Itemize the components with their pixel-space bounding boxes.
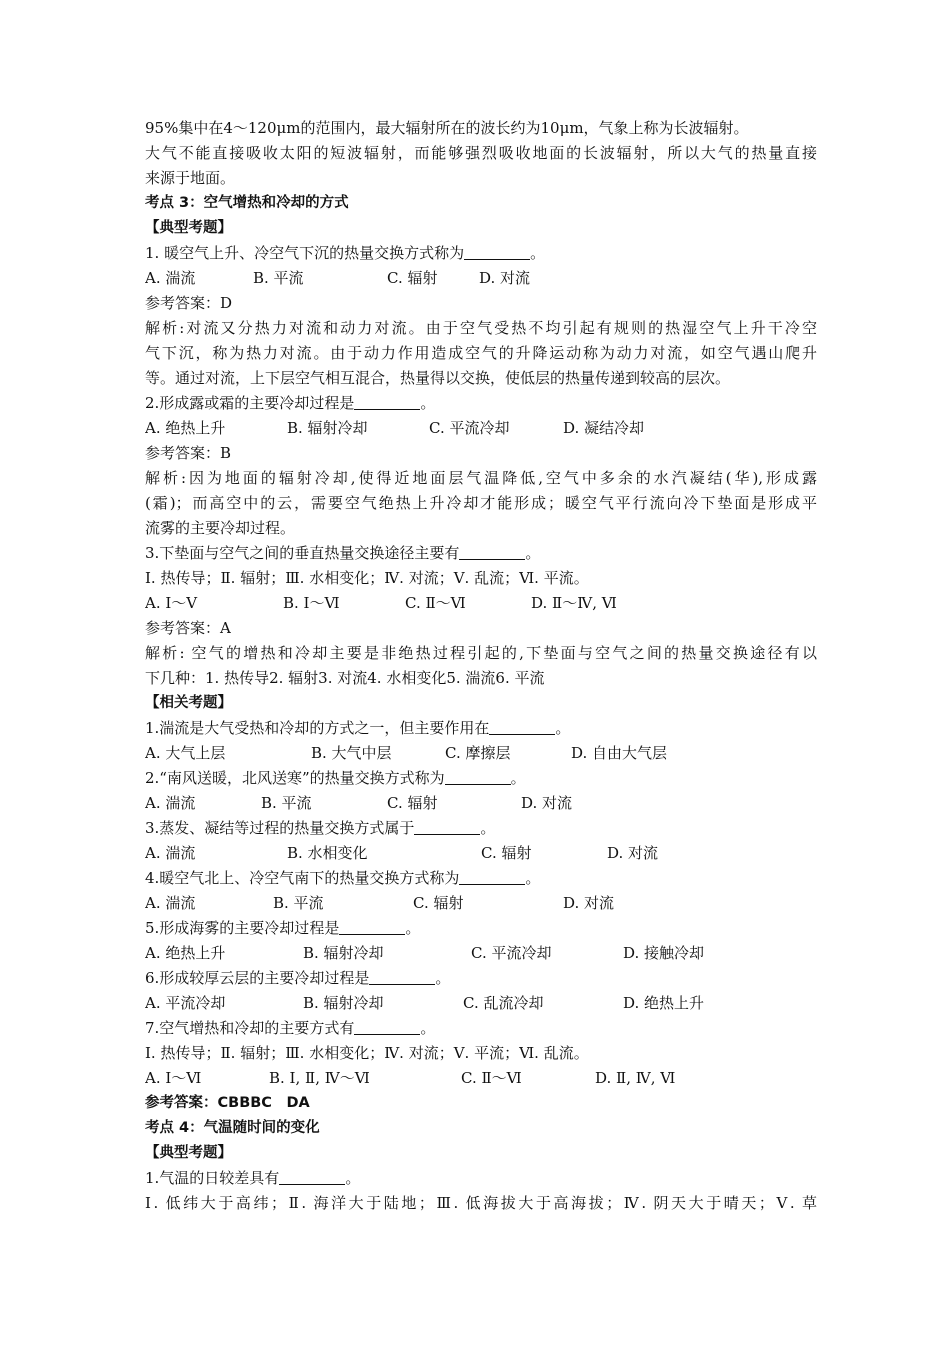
option-d: D. Ⅱ～Ⅳ, Ⅵ xyxy=(531,594,617,612)
question-end: 。 xyxy=(525,544,541,562)
related-answer: 参考答案：CBBBC DA xyxy=(145,1095,310,1111)
answer-blank xyxy=(445,767,511,785)
option-c: C. 平流冷却 xyxy=(429,419,510,437)
document-page xyxy=(145,116,817,1216)
option-a: A. 大气上层 xyxy=(145,744,226,762)
option-c: C. 乱流冷却 xyxy=(463,994,544,1012)
question-text: 2.形成露或霜的主要冷却过程是 xyxy=(145,394,355,412)
option-a: A. 湍流 xyxy=(145,269,196,287)
option-c: C. Ⅱ～Ⅵ xyxy=(461,1069,522,1087)
question-text: 1.湍流是大气受热和冷却的方式之一，但主要作用在 xyxy=(145,719,490,737)
option-d: D. 对流 xyxy=(607,844,659,862)
option-a: A. 绝热上升 xyxy=(145,944,226,962)
related-q5-stem xyxy=(145,916,817,941)
question-end: 。 xyxy=(435,969,451,987)
s3-q2-answer: 参考答案：B xyxy=(145,444,232,462)
option-d: D. 对流 xyxy=(479,269,531,287)
s3-q2-analysis-3: 流雾的主要冷却过程。 xyxy=(145,519,296,537)
question-text: 7.空气增热和冷却的主要方式有 xyxy=(145,1019,355,1037)
option-c: C. 辐射 xyxy=(387,269,438,287)
option-b: B. 平流 xyxy=(253,269,304,287)
question-text: 5.形成海雾的主要冷却过程是 xyxy=(145,919,340,937)
related-q7-stem xyxy=(145,1016,817,1041)
option-a: A. 平流冷却 xyxy=(145,994,226,1012)
question-text: 3.蒸发、凝结等过程的热量交换方式属于 xyxy=(145,819,415,837)
related-q2-options xyxy=(145,791,817,816)
option-c: C. 辐射 xyxy=(413,894,464,912)
question-text: 3.下垫面与空气之间的垂直热量交换途径主要有 xyxy=(145,544,460,562)
option-b: B. 平流 xyxy=(261,794,312,812)
option-b: B. 平流 xyxy=(273,894,324,912)
question-end: 。 xyxy=(405,919,421,937)
section4-heading: 考点 4：气温随时间的变化 xyxy=(145,1120,320,1136)
related-q3-stem xyxy=(145,816,817,841)
question-text: 2.“南风送暖，北风送寒”的热量交换方式称为 xyxy=(145,769,445,787)
question-end: 。 xyxy=(420,1019,436,1037)
option-d: D. 对流 xyxy=(563,894,615,912)
option-b: B. Ⅰ, Ⅱ, Ⅳ～Ⅵ xyxy=(269,1069,370,1087)
option-a: A. 湍流 xyxy=(145,844,196,862)
answer-blank xyxy=(354,392,420,410)
s3-q3-items: Ⅰ. 热传导；Ⅱ. 辐射；Ⅲ. 水相变化；Ⅳ. 对流；Ⅴ. 乱流；Ⅵ. 平流。 xyxy=(145,569,589,587)
s3-q3-analysis-1: 解析: 空气的增热和冷却主要是非绝热过程引起的,下垫面与空气之间的热量交换途径有以 xyxy=(145,644,817,662)
s4-q1-items: Ⅰ. 低纬大于高纬；Ⅱ. 海洋大于陆地；Ⅲ. 低海拔大于高海拔；Ⅳ. 阴天大于晴天；Ⅴ. 草 xyxy=(145,1194,817,1212)
s3-q3-stem xyxy=(145,541,817,566)
option-c: C. Ⅱ～Ⅵ xyxy=(405,594,466,612)
question-end: 。 xyxy=(345,1169,361,1187)
s3-q1-stem xyxy=(145,241,817,266)
option-b: B. 辐射冷却 xyxy=(303,944,384,962)
option-d: D. 对流 xyxy=(521,794,573,812)
answer-blank xyxy=(414,817,480,835)
section3-heading: 考点 3：空气增热和冷却的方式 xyxy=(145,195,349,211)
answer-blank xyxy=(339,917,405,935)
answer-blank xyxy=(464,242,530,260)
answer-blank xyxy=(459,867,525,885)
option-d: D. 绝热上升 xyxy=(623,994,705,1012)
s3-q1-options xyxy=(145,266,817,291)
s3-q2-stem xyxy=(145,391,817,416)
s3-q2-analysis-1: 解析:因为地面的辐射冷却,使得近地面层气温降低,空气中多余的水汽凝结(华),形成露 xyxy=(145,469,817,487)
question-end: 。 xyxy=(480,819,496,837)
option-a: A. 绝热上升 xyxy=(145,419,226,437)
option-d: D. 接触冷却 xyxy=(623,944,705,962)
option-b: B. 辐射冷却 xyxy=(303,994,384,1012)
section3-typical-heading: 【典型考题】 xyxy=(145,220,232,236)
answer-blank xyxy=(459,542,525,560)
question-text: 1.气温的日较差具有 xyxy=(145,1169,280,1187)
question-text: 4.暖空气北上、冷空气南下的热量交换方式称为 xyxy=(145,869,460,887)
related-q4-stem xyxy=(145,866,817,891)
answer-blank xyxy=(489,717,555,735)
option-c: C. 辐射 xyxy=(481,844,532,862)
question-end: 。 xyxy=(530,244,546,262)
related-q5-options xyxy=(145,941,817,966)
related-q7-options xyxy=(145,1066,817,1091)
s3-q1-analysis-1: 解析:对流又分热力对流和动力对流。由于空气受热不均引起有规则的热湿空气上升干冷空 xyxy=(145,319,817,337)
option-c: C. 辐射 xyxy=(387,794,438,812)
option-b: B. 辐射冷却 xyxy=(287,419,368,437)
related-q3-options xyxy=(145,841,817,866)
option-c: C. 平流冷却 xyxy=(471,944,552,962)
s3-q2-options xyxy=(145,416,817,441)
option-a: A. Ⅰ～Ⅴ xyxy=(145,594,198,612)
question-end: 。 xyxy=(420,394,436,412)
option-a: A. 湍流 xyxy=(145,794,196,812)
intro-line-1: 95%集中在4～120μm的范围内，最大辐射所在的波长约为10μm，气象上称为长波辐射。 xyxy=(145,119,749,137)
s3-q1-analysis-3: 等。通过对流，上下层空气相互混合，热量得以交换，使低层的热量传递到较高的层次。 xyxy=(145,369,731,387)
option-b: B. 水相变化 xyxy=(287,844,368,862)
intro-line-2: 大气不能直接吸收太阳的短波辐射，而能够强烈吸收地面的长波辐射，所以大气的热量直接 xyxy=(145,144,817,162)
intro-line-3: 来源于地面。 xyxy=(145,169,236,187)
related-q6-options xyxy=(145,991,817,1016)
answer-blank xyxy=(354,1017,420,1035)
option-c: C. 摩擦层 xyxy=(445,744,511,762)
section3-related-heading: 【相关考题】 xyxy=(145,695,232,711)
related-q2-stem xyxy=(145,766,817,791)
s3-q3-options xyxy=(145,591,817,616)
option-a: A. Ⅰ～Ⅵ xyxy=(145,1069,202,1087)
question-end: 。 xyxy=(510,769,526,787)
option-a: A. 湍流 xyxy=(145,894,196,912)
option-b: B. 大气中层 xyxy=(311,744,392,762)
s3-q1-answer: 参考答案：D xyxy=(145,294,233,312)
related-q4-options xyxy=(145,891,817,916)
question-text: 6.形成较厚云层的主要冷却过程是 xyxy=(145,969,370,987)
question-text: 1. 暖空气上升、冷空气下沉的热量交换方式称为 xyxy=(145,244,465,262)
answer-blank xyxy=(279,1167,345,1185)
related-q1-options xyxy=(145,741,817,766)
question-end: 。 xyxy=(555,719,571,737)
s3-q3-answer: 参考答案：A xyxy=(145,619,231,637)
related-q7-items: Ⅰ. 热传导；Ⅱ. 辐射；Ⅲ. 水相变化；Ⅳ. 对流；Ⅴ. 平流；Ⅵ. 乱流。 xyxy=(145,1044,589,1062)
question-end: 。 xyxy=(525,869,541,887)
option-b: B. Ⅰ～Ⅵ xyxy=(283,594,340,612)
option-d: D. 自由大气层 xyxy=(571,744,668,762)
s3-q3-analysis-2: 下几种：1. 热传导2. 辐射3. 对流4. 水相变化5. 湍流6. 平流 xyxy=(145,669,545,687)
answer-blank xyxy=(369,967,435,985)
related-q1-stem xyxy=(145,716,817,741)
section4-typical-heading: 【典型考题】 xyxy=(145,1145,232,1161)
s3-q1-analysis-2: 气下沉，称为热力对流。由于动力作用造成空气的升降运动称为动力对流，如空气遇山爬升 xyxy=(145,344,817,362)
option-d: D. Ⅱ, Ⅳ, Ⅵ xyxy=(595,1069,676,1087)
s3-q2-analysis-2: (霜)；而高空中的云，需要空气绝热上升冷却才能形成；暖空气平行流向冷下垫面是形成平 xyxy=(145,494,817,512)
related-q6-stem xyxy=(145,966,817,991)
option-d: D. 凝结冷却 xyxy=(563,419,645,437)
s4-q1-stem xyxy=(145,1166,817,1191)
